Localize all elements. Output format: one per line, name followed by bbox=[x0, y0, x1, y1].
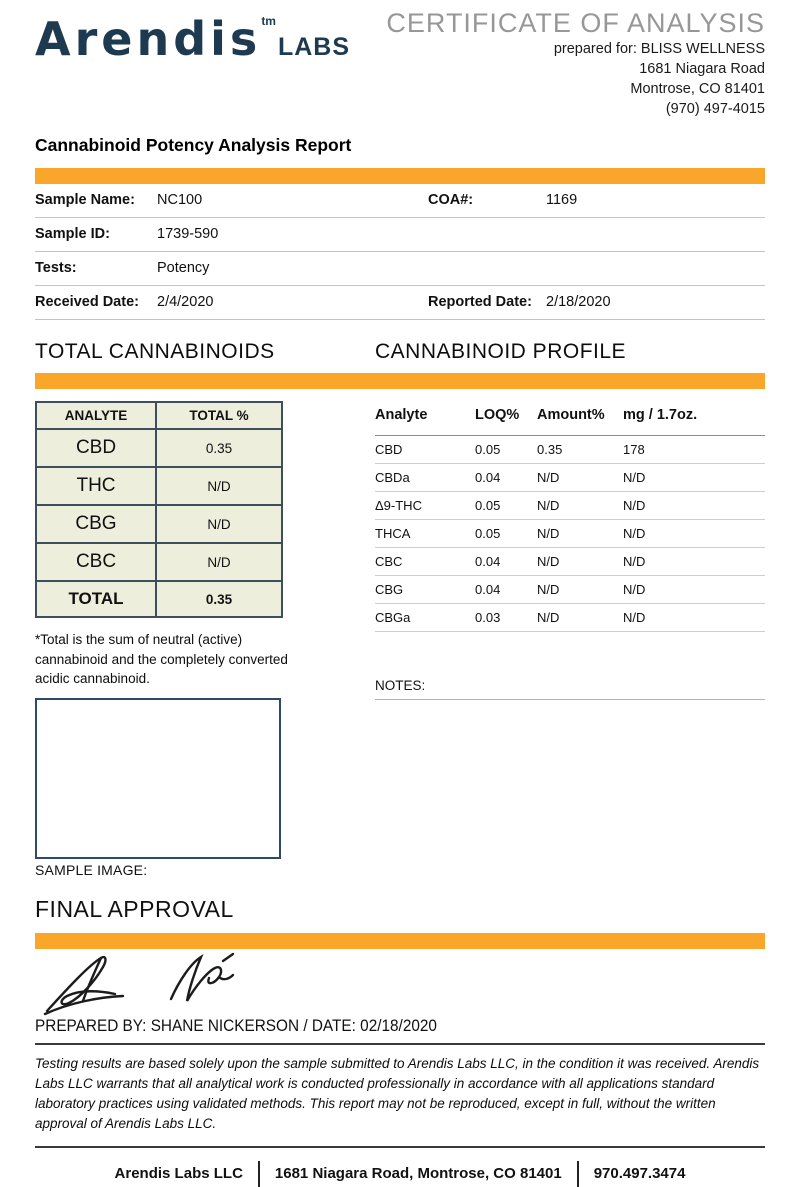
prepared-for-line: prepared for: BLISS WELLNESS bbox=[553, 41, 765, 57]
sample-info-section bbox=[35, 184, 765, 320]
arendis-logo bbox=[35, 6, 350, 66]
sample-image-placeholder bbox=[35, 698, 281, 859]
orange-divider-bar bbox=[35, 933, 765, 949]
analyte-value: N/D bbox=[156, 543, 282, 581]
profile-row bbox=[375, 492, 765, 520]
received-date-value: 2/4/2020 bbox=[157, 294, 214, 310]
sample-name-row bbox=[35, 184, 765, 218]
sample-id-row bbox=[35, 218, 765, 252]
profile-loq: 0.04 bbox=[475, 554, 501, 569]
orange-divider-bar bbox=[35, 168, 765, 184]
profile-analyte: CBDa bbox=[375, 470, 410, 485]
profile-amount: N/D bbox=[537, 554, 560, 569]
sample-id-label: Sample ID: bbox=[35, 226, 110, 242]
report-title: Cannabinoid Potency Analysis Report bbox=[35, 135, 352, 155]
profile-loq: 0.04 bbox=[475, 470, 501, 485]
analyte-name: CBD bbox=[36, 429, 156, 467]
cannabinoid-profile-section bbox=[375, 401, 765, 878]
profile-mg-header: mg / 1.7oz. bbox=[623, 407, 698, 423]
profile-analyte: CBG bbox=[375, 582, 404, 597]
profile-amount: N/D bbox=[537, 470, 560, 485]
table-total-row bbox=[36, 581, 282, 617]
profile-analyte: Δ9-THC bbox=[375, 498, 422, 513]
table-row bbox=[36, 543, 282, 581]
profile-analyte-header: Analyte bbox=[375, 407, 428, 423]
disclaimer-text: Testing results are based solely upon the sample submitted to Arendis Labs LLC, in the condition it was received. Arendis Labs LLC warrants that all analytical work is conducted professionally in accordance with all applications standard laboratory practices using validated methods. This report may not be reproduced, except in full, without the written approval of Arendis Labs LLC. bbox=[35, 1054, 765, 1148]
profile-row bbox=[375, 548, 765, 576]
sample-name-label: Sample Name: bbox=[35, 192, 135, 208]
total-label: TOTAL bbox=[36, 581, 156, 617]
profile-loq: 0.03 bbox=[475, 610, 501, 625]
table-row bbox=[36, 429, 282, 467]
notes-label: NOTES: bbox=[375, 678, 765, 700]
profile-amount: N/D bbox=[537, 498, 560, 513]
profile-loq: 0.05 bbox=[475, 442, 501, 457]
profile-row bbox=[375, 436, 765, 464]
tests-value: Potency bbox=[157, 260, 210, 276]
profile-mg: 178 bbox=[623, 442, 645, 457]
profile-amount: N/D bbox=[537, 582, 560, 597]
profile-row bbox=[375, 520, 765, 548]
footer-divider bbox=[577, 1161, 579, 1187]
total-cannabinoids-title: TOTAL CANNABINOIDS bbox=[35, 340, 275, 363]
profile-amount: N/D bbox=[537, 526, 560, 541]
footer-company: Arendis Labs LLC bbox=[114, 1165, 243, 1183]
analyte-value: N/D bbox=[156, 505, 282, 543]
reported-date-value: 2/18/2020 bbox=[546, 294, 611, 310]
analyte-value: 0.35 bbox=[156, 429, 282, 467]
profile-mg: N/D bbox=[623, 554, 646, 569]
total-cannabinoids-table bbox=[35, 401, 283, 618]
certificate-title: CERTIFICATE OF ANALYSIS bbox=[386, 8, 765, 38]
sample-name-value: NC100 bbox=[157, 192, 203, 208]
logo-labs-text: LABS bbox=[277, 33, 351, 61]
footer-divider bbox=[258, 1161, 260, 1187]
analyte-name: CBC bbox=[36, 543, 156, 581]
profile-row bbox=[375, 576, 765, 604]
profile-loq: 0.05 bbox=[475, 526, 501, 541]
profile-analyte: CBC bbox=[375, 554, 403, 569]
sample-id-value: 1739-590 bbox=[157, 226, 219, 242]
sample-image-label: SAMPLE IMAGE: bbox=[35, 861, 148, 878]
logo-brand-text: Arendis bbox=[35, 12, 262, 66]
tests-label: Tests: bbox=[35, 260, 77, 276]
profile-amount-header: Amount% bbox=[537, 407, 605, 423]
received-date-label: Received Date: bbox=[35, 294, 139, 310]
coa-value: 1169 bbox=[546, 192, 578, 208]
profile-loq: 0.04 bbox=[475, 582, 501, 597]
profile-amount: 0.35 bbox=[537, 442, 563, 457]
profile-analyte: CBD bbox=[375, 442, 403, 457]
profile-row bbox=[375, 604, 765, 632]
footer-phone: 970.497.3474 bbox=[593, 1165, 686, 1183]
dates-row bbox=[35, 286, 765, 320]
profile-analyte: CBGa bbox=[375, 610, 411, 625]
analyte-name: THC bbox=[36, 467, 156, 505]
total-cannabinoids-section bbox=[35, 401, 288, 878]
profile-row bbox=[375, 464, 765, 492]
client-address-line1: 1681 Niagara Road bbox=[639, 61, 765, 77]
profile-loq: 0.05 bbox=[475, 498, 501, 513]
horizontal-rule bbox=[35, 1043, 765, 1045]
profile-mg: N/D bbox=[623, 582, 646, 597]
profile-header-row bbox=[375, 401, 765, 436]
analyte-header: ANALYTE bbox=[36, 402, 156, 429]
orange-divider-bar bbox=[35, 373, 765, 389]
footer-address: 1681 Niagara Road, Montrose, CO 81401 bbox=[274, 1165, 562, 1183]
header bbox=[35, 6, 765, 119]
table-row bbox=[36, 467, 282, 505]
signature bbox=[43, 953, 765, 1015]
section-headings bbox=[35, 340, 765, 364]
profile-amount: N/D bbox=[537, 610, 560, 625]
client-address-line2: Montrose, CO 81401 bbox=[630, 81, 765, 97]
coa-label: COA#: bbox=[428, 192, 474, 208]
analyte-name: CBG bbox=[36, 505, 156, 543]
profile-mg: N/D bbox=[623, 470, 646, 485]
total-percent-header: TOTAL % bbox=[156, 402, 282, 429]
trademark-mark: tm bbox=[261, 14, 276, 28]
signature-image bbox=[43, 953, 278, 1015]
reported-date-label: Reported Date: bbox=[428, 294, 532, 310]
prepared-by-line: PREPARED BY: SHANE NICKERSON / DATE: 02/18/2020 bbox=[35, 1016, 437, 1035]
client-phone: (970) 497-4015 bbox=[665, 101, 765, 117]
total-footnote: *Total is the sum of neutral (active) cannabinoid and the completely converted acidic cannabinoid. bbox=[35, 632, 288, 687]
tests-row bbox=[35, 252, 765, 286]
table-header-row bbox=[36, 402, 282, 429]
header-right bbox=[386, 6, 765, 119]
footer bbox=[35, 1161, 765, 1187]
table-row bbox=[36, 505, 282, 543]
profile-analyte: THCA bbox=[375, 526, 411, 541]
final-approval-title: FINAL APPROVAL bbox=[35, 895, 234, 922]
analyte-value: N/D bbox=[156, 467, 282, 505]
profile-loq-header: LOQ% bbox=[475, 407, 520, 423]
profile-mg: N/D bbox=[623, 526, 646, 541]
total-value: 0.35 bbox=[156, 581, 282, 617]
profile-mg: N/D bbox=[623, 610, 646, 625]
profile-mg: N/D bbox=[623, 498, 646, 513]
cannabinoid-profile-title: CANNABINOID PROFILE bbox=[375, 340, 627, 363]
